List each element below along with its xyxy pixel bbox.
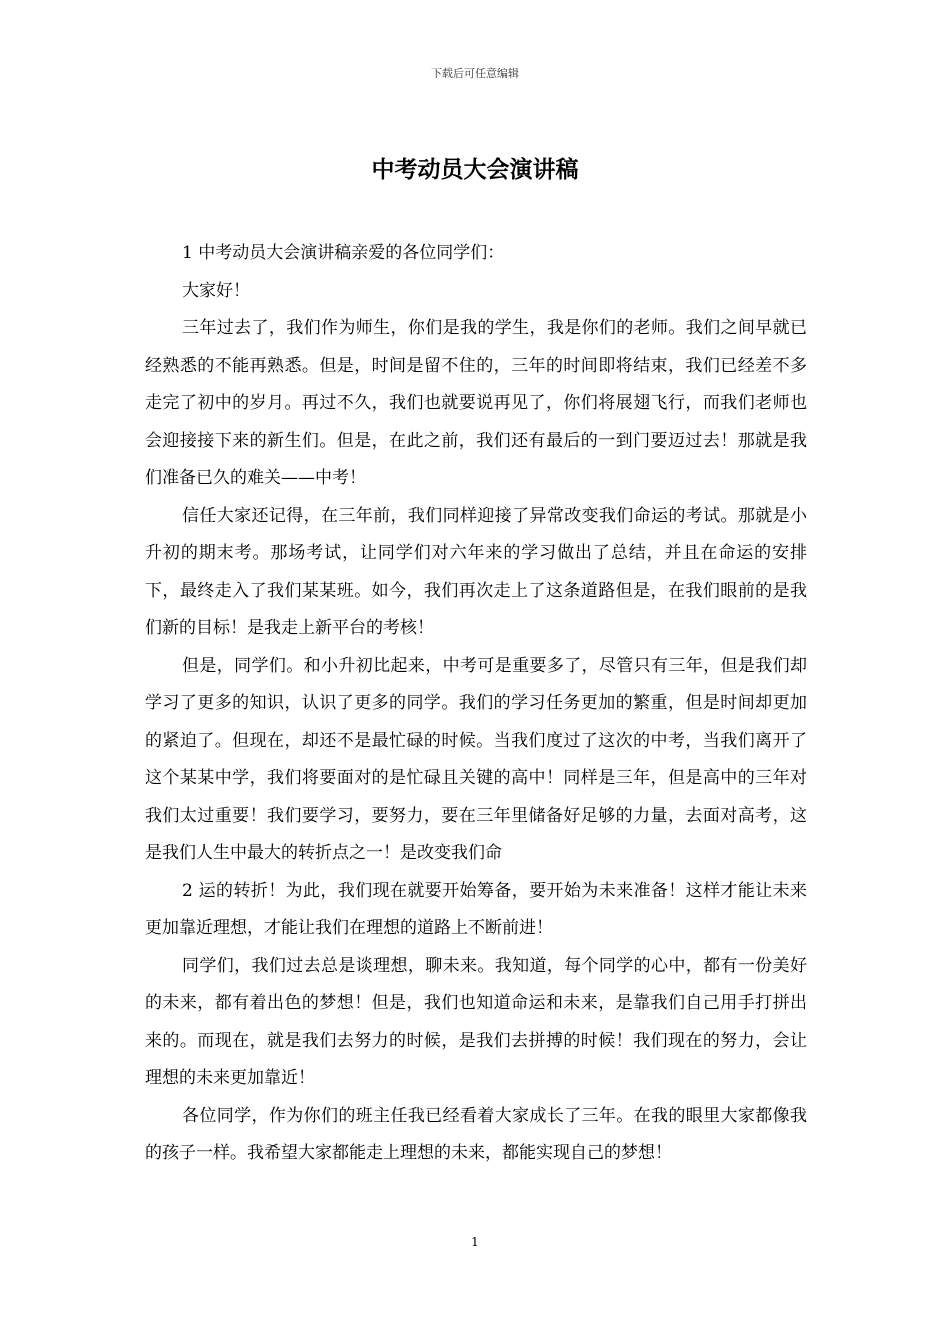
page-number: 1 bbox=[471, 1235, 479, 1249]
paragraph: 但是，同学们。和小升初比起来，中考可是重要多了，尽管只有三年，但是我们却学习了更多的知识，认识了更多的同学。我们的学习任务更加的繁重，但是时间却更加的紧迫了。但现在，却还不是最忙碌的时候。当我们度过了这次的中考，当我们离开了这个某某中学，我们将要面对的是忙碌且关键的高中！同样是三年，但是高中的三年对我们太过重要！我们要学习，要努力，要在三年里储备好足够的力量，去面对高考，这是我们人生中最大的转折点之一！是改变我们命 bbox=[145, 655, 807, 863]
paragraph: 1 中考动员大会演讲稿亲爱的各位同学们： bbox=[182, 243, 505, 263]
paragraph: 三年过去了，我们作为师生，你们是我的学生，我是你们的老师。我们之间早就已经熟悉的不能再熟悉。但是，时间是留不住的，三年的时间即将结束，我们已经差不多走完了初中的岁月。再过不久，我们也就要说再见了，你们将展翅飞行，而我们老师也会迎接接下来的新生们。但是，在此之前，我们还有最后的一到门要迈过去！那就是我们准备已久的难关——中考！ bbox=[145, 318, 807, 488]
paragraph: 信任大家还记得，在三年前，我们同样迎接了异常改变我们命运的考试。那就是小升初的期末考。那场考试，让同学们对六年来的学习做出了总结，并且在命运的安排下，最终走入了我们某某班。如今，我们再次走上了这条道路但是，在我们眼前的是我们新的目标！是我走上新平台的考核！ bbox=[145, 505, 807, 638]
paragraph: 大家好！ bbox=[182, 280, 251, 301]
paragraph: 各位同学，作为你们的班主任我已经看着大家成长了三年。在我的眼里大家都像我的孩子一样。我希望大家都能走上理想的未来，都能实现自己的梦想！ bbox=[145, 1105, 807, 1163]
document-body bbox=[145, 235, 807, 1173]
header-note: 下载后可任意编辑 bbox=[431, 67, 519, 80]
paragraph: 2 运的转折！为此，我们现在就要开始筹备，要开始为未来准备！这样才能让未来更加靠近理想，才能让我们在理想的道路上不断前进！ bbox=[145, 880, 807, 938]
paragraph: 同学们，我们过去总是谈理想，聊未来。我知道，每个同学的心中，都有一份美好的未来，都有着出色的梦想！但是，我们也知道命运和未来，是靠我们自己用手打拼出来的。而现在，就是我们去努力的时候，是我们去拼搏的时候！我们现在的努力，会让理想的未来更加靠近！ bbox=[145, 955, 807, 1088]
document-title: 中考动员大会演讲稿 bbox=[371, 156, 579, 183]
